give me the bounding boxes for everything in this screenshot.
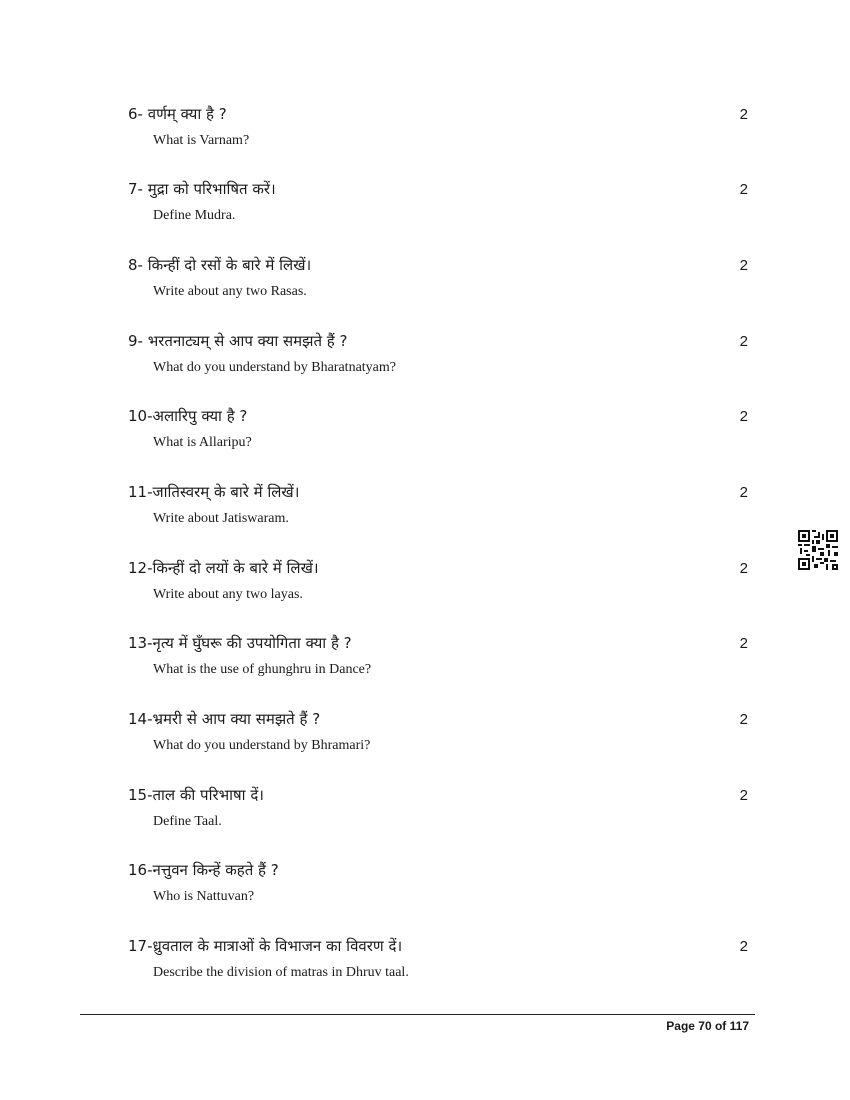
question-marks: 2 xyxy=(739,484,748,501)
question-marks: 2 xyxy=(739,635,748,652)
question-english: Write about any two Rasas. xyxy=(153,284,307,299)
question-hindi: 7- मुद्रा को परिभाषित करें। xyxy=(128,180,276,198)
question-hindi: 11-जातिस्वरम् के बारे में लिखें। xyxy=(128,483,300,501)
question-english: What do you understand by Bharatnatyam? xyxy=(153,360,396,375)
page-number: Page 70 of 117 xyxy=(666,1019,749,1033)
question-item xyxy=(128,482,748,542)
question-marks: 2 xyxy=(739,333,748,350)
question-item xyxy=(128,104,748,164)
question-english: Who is Nattuvan? xyxy=(153,889,255,904)
question-english: Define Mudra. xyxy=(153,208,236,223)
question-english: Write about Jatiswaram. xyxy=(153,511,289,526)
question-english: Write about any two layas. xyxy=(153,587,303,602)
question-english: Define Taal. xyxy=(153,814,222,829)
question-marks: 2 xyxy=(739,938,748,955)
question-item xyxy=(128,255,748,315)
question-item xyxy=(128,709,748,769)
question-item xyxy=(128,936,748,996)
question-marks: 2 xyxy=(739,408,748,425)
question-english: What do you understand by Bhramari? xyxy=(153,738,371,753)
question-item xyxy=(128,558,748,618)
question-english: Describe the division of matras in Dhruv taal. xyxy=(153,965,409,980)
question-marks: 2 xyxy=(739,560,748,577)
question-english: What is Allaripu? xyxy=(153,435,252,450)
question-item xyxy=(128,331,748,391)
question-hindi: 8- किन्हीं दो रसों के बारे में लिखें। xyxy=(128,256,312,274)
question-hindi: 13-नृत्य में घुँघरू की उपयोगिता क्या है ? xyxy=(128,634,352,652)
question-item xyxy=(128,406,748,466)
question-hindi: 15-ताल की परिभाषा दें। xyxy=(128,786,264,804)
footer-divider xyxy=(80,1014,755,1015)
question-item xyxy=(128,785,748,845)
question-marks: 2 xyxy=(739,106,748,123)
question-item xyxy=(128,860,748,920)
question-marks: 2 xyxy=(739,787,748,804)
question-hindi: 9- भरतनाट्यम् से आप क्या समझते हैं ? xyxy=(128,332,348,350)
question-item xyxy=(128,633,748,693)
question-hindi: 14-भ्रमरी से आप क्या समझते हैं ? xyxy=(128,710,321,728)
question-hindi: 16-नत्तुवन किन्हें कहते हैं ? xyxy=(128,861,279,879)
question-hindi: 6- वर्णम् क्या है ? xyxy=(128,105,227,123)
question-hindi: 10-अलारिपु क्या है ? xyxy=(128,407,248,425)
question-marks: 2 xyxy=(739,257,748,274)
question-english: What is the use of ghunghru in Dance? xyxy=(153,662,372,677)
question-marks: 2 xyxy=(739,711,748,728)
question-marks: 2 xyxy=(739,181,748,198)
qr-code-icon xyxy=(798,530,838,570)
question-hindi: 17-ध्रुवताल के मात्राओं के विभाजन का विवरण दें। xyxy=(128,937,403,955)
question-item xyxy=(128,179,748,239)
question-english: What is Varnam? xyxy=(153,133,250,148)
question-hindi: 12-किन्हीं दो लयों के बारे में लिखें। xyxy=(128,559,319,577)
